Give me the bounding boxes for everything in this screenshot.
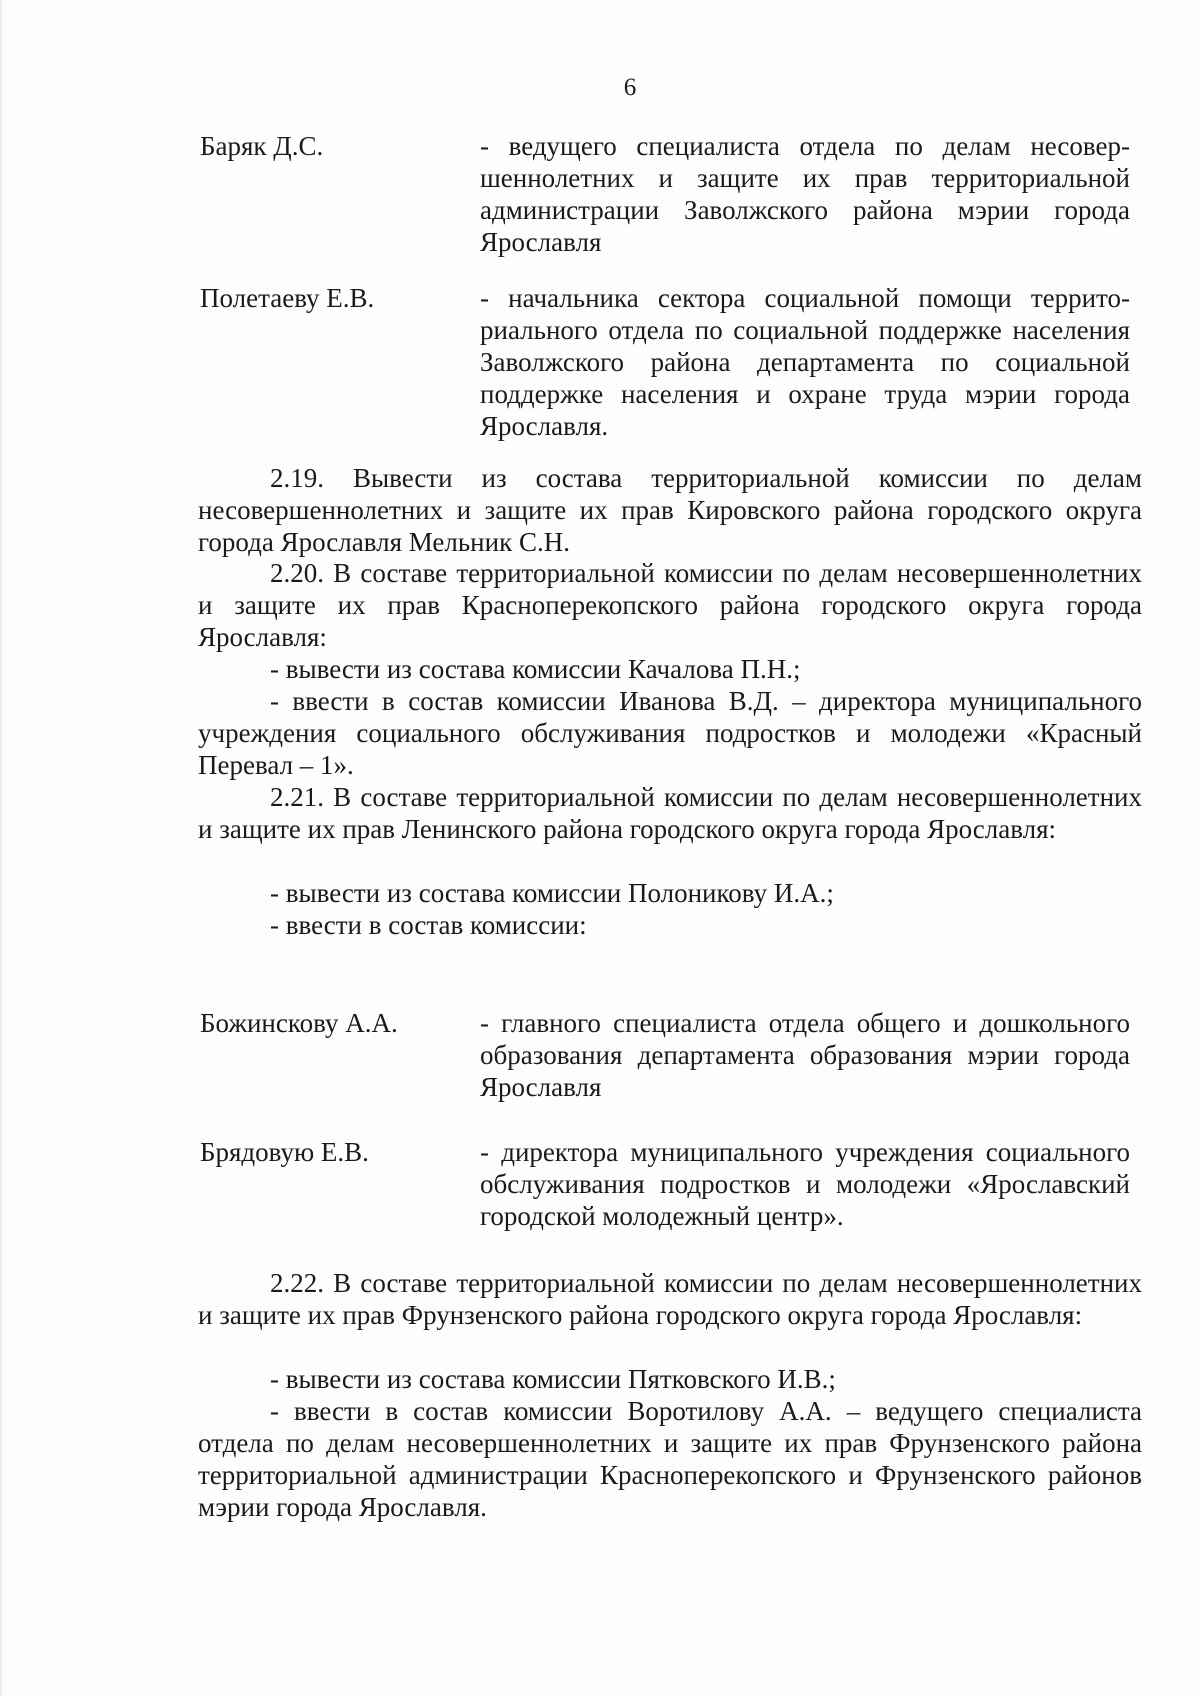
appointee-position: - директора муниципального учреждения социального обслуживания подростков и молодежи «Ярославский городской молодежный центр». <box>480 1137 1130 1231</box>
section-2-19: 2.19. Вывести из состава территориальной комиссии по делам несовершеннолетних и защите их прав Кировского района городского округа города Ярославля Мельник С.Н. <box>198 463 1142 557</box>
appointee-name: Баряк Д.С. <box>200 131 324 161</box>
page-number: 6 <box>623 74 637 101</box>
appointee-position: - начальника сектора социальной помощи территориального отдела по социальной поддержке населения Заволжского района департамента по социальной поддержке населения и охране труда мэрии города Ярославля. <box>480 283 1130 441</box>
section-2-21-add: - ввести в состав комиссии: <box>270 910 587 940</box>
appointee-position: - ведущего специалиста отдела по делам несовершеннолетних и защите их прав территориальной администрации Заволжского района мэрии города Ярославля <box>480 131 1130 257</box>
appointee-name: Полетаеву Е.В. <box>200 283 375 313</box>
section-2-20-remove: - вывести из состава комиссии Качалова П.Н.; <box>270 654 801 684</box>
appointee-entry <box>200 282 1130 442</box>
section-2-21: 2.21. В составе территориальной комиссии по делам несовершеннолетних и защите их прав Ленинского района городского округа города Ярославля: <box>198 782 1142 844</box>
appointee-entry <box>200 1136 1130 1232</box>
section-2-22: 2.22. В составе территориальной комиссии по делам несовершеннолетних и защите их прав Фрунзенского района городского округа города Ярославля: <box>198 1268 1142 1330</box>
section-2-20: 2.20. В составе территориальной комиссии по делам несовершеннолетних и защите их прав Красноперекопского района городского округа города Ярославля: <box>198 558 1142 652</box>
appointee-name: Божинскову А.А. <box>200 1008 398 1038</box>
section-2-22-add: - ввести в состав комиссии Воротилову А.А. – ведущего специалиста отдела по делам несовершеннолетних и защите их прав Фрунзенского района территориальной администрации Красноперекопского и Фрунзенского районов мэрии города Ярославля. <box>198 1396 1142 1522</box>
appointee-entry <box>200 130 1130 258</box>
appointee-name: Брядовую Е.В. <box>200 1137 369 1167</box>
section-2-22-remove: - вывести из состава комиссии Пятковского И.В.; <box>270 1364 836 1394</box>
scan-edge-shadow <box>0 0 3 1696</box>
appointee-position: - главного специалиста отдела общего и дошкольного образования департамента образования мэрии города Ярославля <box>480 1008 1130 1102</box>
section-2-21-remove: - вывести из состава комиссии Полоникову И.А.; <box>270 878 834 908</box>
appointee-entry <box>200 1007 1130 1103</box>
section-2-20-add: - ввести в состав комиссии Иванова В.Д. – директора муниципального учреждения социального обслуживания подростков и молодежи «Красный Перевал – 1». <box>198 686 1142 780</box>
